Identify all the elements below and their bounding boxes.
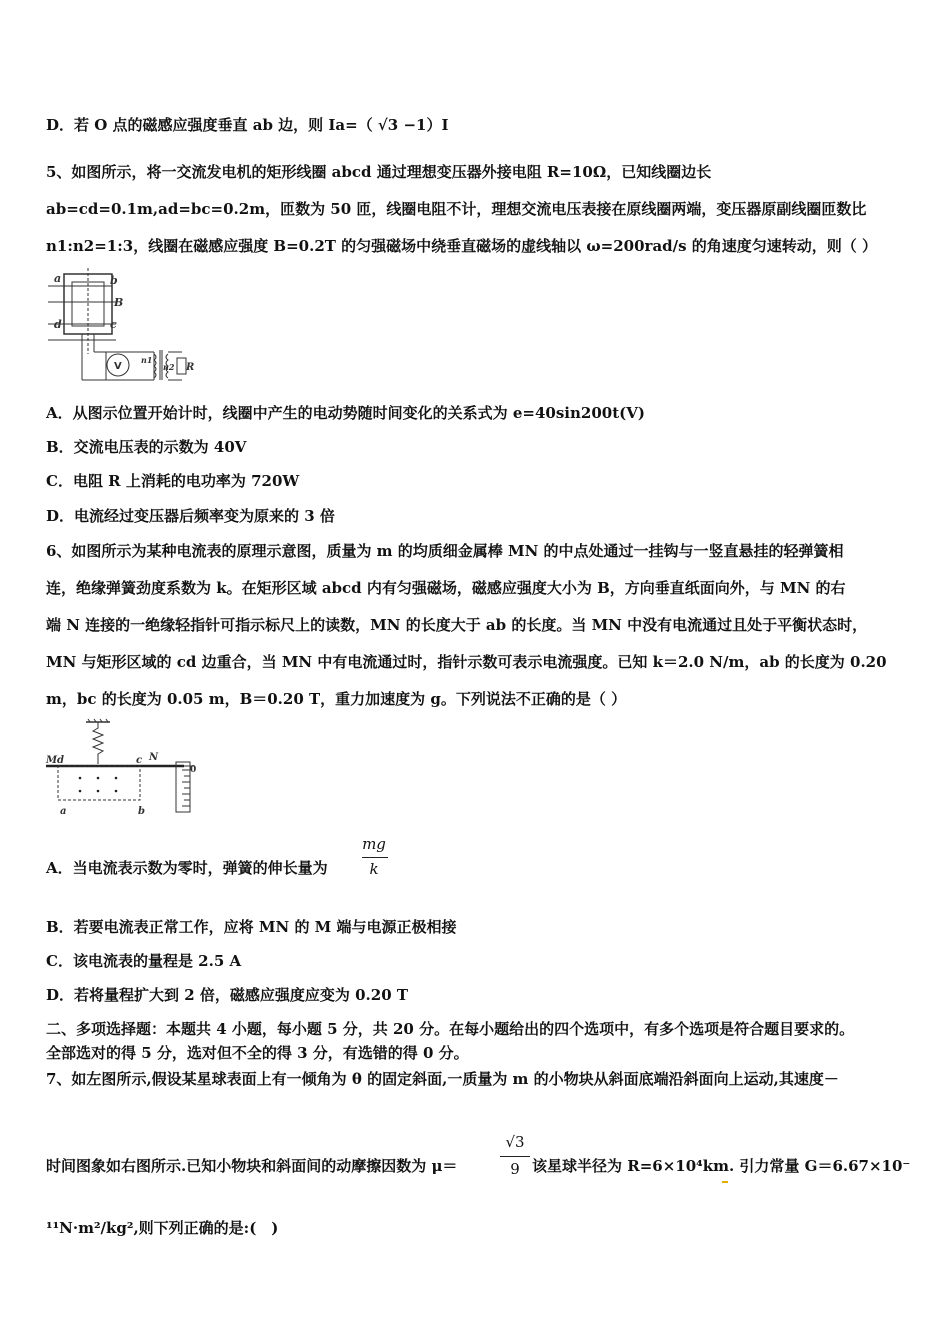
label-d: d (57, 755, 64, 766)
label-n2: n2 (163, 362, 175, 372)
label-c: c (136, 755, 143, 766)
fraction-denominator: k (369, 860, 379, 878)
label-n1: n1 (141, 355, 153, 365)
q5-stem-line-2: ab=cd=0.1m,ad=bc=0.2m，匝数为 50 匝，线圈电阻不计，理想交流电压表接在原线圈两端，变压器原副线圈匝数比 (46, 200, 867, 218)
fraction-numerator: mg (362, 835, 386, 853)
q6-stem-line-1: 6、如图所示为某种电流表的原理示意图，质量为 m 的均质细金属棒 MN 的中点处通过一挂钩与一竖直悬挂的轻弹簧相 (46, 542, 844, 560)
mu-fraction-bar (500, 1156, 530, 1157)
q5-option-a: A．从图示位置开始计时，线圈中产生的电动势随时间变化的关系式为 e=40sin200t(V) (46, 404, 645, 422)
q6-stem-line-3: 端 N 连接的一绝缘轻指针可指示标尺上的读数，MN 的长度大于 ab 的长度。当 MN 中没有电流通过且处于平衡状态时， (46, 616, 868, 634)
label-a: a (54, 272, 62, 285)
label-m: M (46, 755, 58, 766)
label-field-b: B (114, 296, 124, 309)
q6-stem-line-5: m，bc 的长度为 0.05 m，B＝0.20 T，重力加速度为 g。下列说法不正确的是（ ） (46, 690, 627, 708)
current-meter-diagram (44, 718, 204, 818)
fraction-bar (362, 857, 388, 858)
section2-instructions-line-1: 二、多项选择题：本题共 4 小题，每小题 5 分，共 20 分。在每小题给出的四个选项中，有多个选项是符合题目要求的。 (46, 1020, 855, 1038)
q5-stem-line-1: 5、如图所示，将一交流发电机的矩形线圈 abcd 通过理想变压器外接电阻 R=10Ω，已知线圈边长 (46, 163, 712, 181)
q6-option-a: A．当电流表示数为零时，弹簧的伸长量为 (46, 859, 328, 877)
label-b: b (110, 274, 118, 287)
mu-numerator: √3 (505, 1133, 525, 1151)
section2-instructions-line-2: 全部选对的得 5 分，选对但不全的得 3 分，有选错的得 0 分。 (46, 1044, 469, 1062)
scale-zero-label: 0 (190, 765, 197, 775)
q6-stem-line-2: 连，绝缘弹簧劲度系数为 k。在矩形区域 abcd 内有匀强磁场，磁感应强度大小为 B，方向垂直纸面向外，与 MN 的右 (46, 579, 846, 597)
label-c: c (110, 318, 117, 331)
q7-line-1: 7、如左图所示,假设某星球表面上有一倾角为 θ 的固定斜面,一质量为 m 的小物块从斜面底端沿斜面向上运动,其速度－ (46, 1070, 839, 1088)
q4-option-d: D．若 O 点的磁感应强度垂直 ab 边，则 Ia=（ √3 −1）I (46, 116, 449, 134)
q6-option-d: D．若将量程扩大到 2 倍，磁感应强度应变为 0.20 T (46, 986, 409, 1004)
q7-line-2-cont: 该星球半径为 R=6×10⁴km. 引力常量 G＝6.67×10⁻ (532, 1157, 911, 1175)
q6-stem-line-4: MN 与矩形区域的 cd 边重合，当 MN 中有电流通过时，指针示数可表示电流强度。已知 k＝2.0 N/m，ab 的长度为 0.20 (46, 653, 887, 671)
mu-denominator: 9 (510, 1160, 520, 1178)
highlight-mark (722, 1181, 728, 1183)
q6-option-b: B．若要电流表正常工作，应将 MN 的 M 端与电源正极相接 (46, 918, 457, 936)
q5-option-d: D．电流经过变压器后频率变为原来的 3 倍 (46, 507, 335, 525)
voltmeter-label: V (114, 361, 122, 372)
label-d: d (54, 318, 62, 331)
label-a: a (60, 806, 67, 817)
q7-line-3: ¹¹N·m²/kg²,则下列正确的是:( ) (46, 1219, 279, 1237)
label-b: b (138, 806, 145, 817)
generator-transformer-diagram (46, 268, 196, 386)
q5-option-b: B．交流电压表的示数为 40V (46, 438, 247, 456)
label-n: N (149, 752, 159, 763)
q5-option-c: C．电阻 R 上消耗的电功率为 720W (46, 472, 300, 490)
label-r: R (186, 362, 195, 373)
q6-option-c: C．该电流表的量程是 2.5 A (46, 952, 242, 970)
q5-stem-line-3: n1:n2=1:3，线圈在磁感应强度 B=0.2T 的匀强磁场中绕垂直磁场的虚线轴以 ω=200rad/s 的角速度匀速转动，则（ ） (46, 237, 878, 255)
q7-line-2: 时间图象如右图所示.已知小物块和斜面间的动摩擦因数为 μ＝ (46, 1157, 458, 1175)
